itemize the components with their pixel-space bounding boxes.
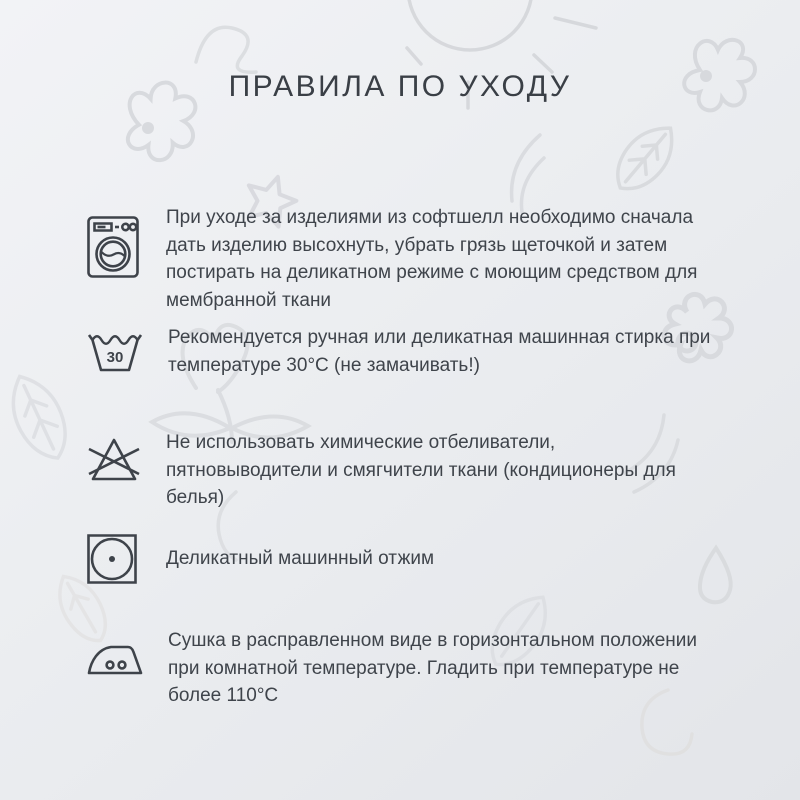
care-item-tumble-dry: [86, 533, 736, 585]
page-title: ПРАВИЛА ПО УХОДУ: [228, 70, 572, 103]
tumble-dry-icon: [86, 533, 142, 585]
care-item-text: Не использовать химические отбеливатели, пятновыводители и смягчители ткани (кондиционеры для белья): [166, 432, 676, 508]
care-item-text: Рекомендуется ручная или деликатная машинная стирка при температуре 30°С (не замачивать!): [168, 327, 711, 376]
care-item-wash-30: [86, 324, 736, 379]
care-item-text: При уходе за изделиями из софтшелл необходимо сначала дать изделию высохнуть, убрать грязь щеточкой и затем постирать на деликатном режиме с моющим средством для мембранной ткани: [166, 207, 698, 311]
wash-temp-label: 30: [106, 349, 124, 366]
swirl-doodle-center: [512, 135, 544, 212]
hand-wash-30-icon: [86, 330, 144, 374]
care-item-dry-iron: [86, 627, 736, 710]
care-item-no-bleach: [86, 429, 736, 512]
washing-machine-icon: [86, 215, 142, 279]
care-item-text: Деликатный машинный отжим: [166, 548, 435, 570]
iron-icon: [86, 636, 144, 680]
care-item-text: Сушка в расправленном виде в горизонтальном положении при комнатной температуре. Гладить при температуре не более 110°С: [168, 630, 698, 706]
leaf-doodle-right: [605, 115, 686, 201]
care-item-wash-softshell: [86, 204, 736, 314]
no-bleach-icon: [86, 435, 142, 485]
leaf-doodle-leftedge: [0, 367, 78, 467]
squiggle-doodle: [196, 27, 256, 72]
